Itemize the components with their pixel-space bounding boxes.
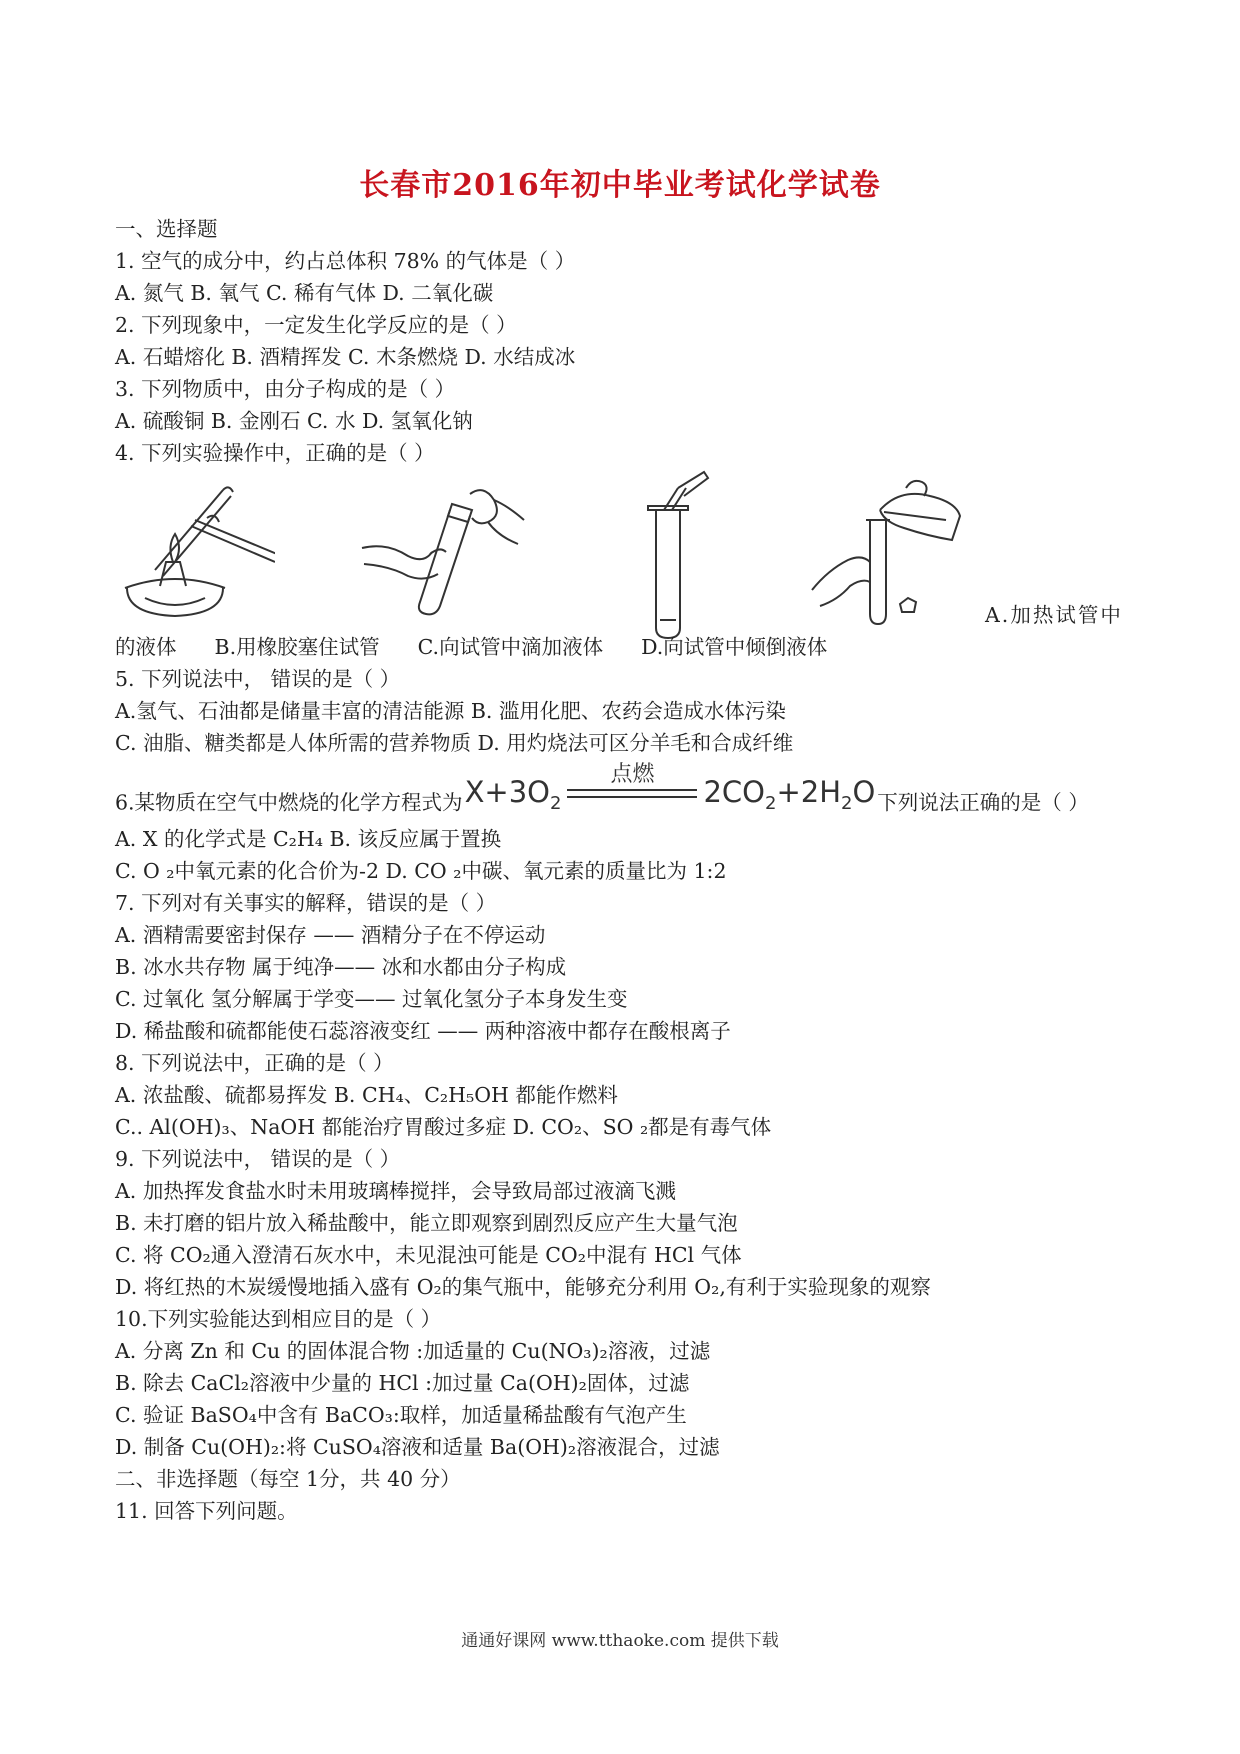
question-1-options: A. 氮气 B. 氧气 C. 稀有气体 D. 二氧化碳 [115, 281, 494, 305]
pouring-liquid-figure [810, 470, 970, 630]
equation-product-co2: 2CO [703, 775, 765, 809]
question-9-option-c: C. 将 CO₂通入澄清石灰水中，未见混浊可能是 CO₂中混有 HCl 气体 [115, 1243, 742, 1267]
question-6-options-ab: A. X 的化学式是 C₂H₄ B. 该反应属于置换 [115, 827, 502, 851]
question-5: 5. 下列说法中， 错误的是（ ） [115, 667, 401, 691]
question-3: 3. 下列物质中，由分子构成的是（ ） [115, 377, 456, 401]
question-8: 8. 下列说法中，正确的是（ ） [115, 1051, 394, 1075]
question-6-prefix: 6.某物质在空气中燃烧的化学方程式为 [115, 790, 463, 815]
question-4-option-a-label: A.加热试管中 [985, 603, 1123, 627]
question-1: 1. 空气的成分中，约占总体积 78% 的气体是（ ） [115, 249, 576, 273]
option-d-caption: D.向试管中倾倒液体 [641, 635, 828, 659]
equation-reactants: X+3O [464, 775, 551, 809]
question-3-options: A. 硫酸铜 B. 金刚石 C. 水 D. 氢氧化钠 [115, 409, 473, 433]
question-4-figures [110, 470, 1130, 640]
question-7: 7. 下列对有关事实的解释，错误的是（ ） [115, 891, 497, 915]
question-9-option-b: B. 未打磨的铝片放入稀盐酸中，能立即观察到剧烈反应产生大量气泡 [115, 1211, 738, 1235]
question-7-option-b: B. 冰水共存物 属于纯净—— 冰和水都由分子构成 [115, 955, 567, 979]
equation-condition-arrow [567, 762, 697, 809]
question-9-option-d: D. 将红热的木炭缓慢地插入盛有 O₂的集气瓶中，能够充分利用 O₂,有利于实验现象的观察 [115, 1275, 931, 1299]
question-2: 2. 下列现象中，一定发生化学反应的是（ ） [115, 313, 517, 337]
dropper-test-tube-figure [620, 470, 730, 640]
question-10-option-b: B. 除去 CaCl₂溶液中少量的 HCl :加过量 Ca(OH)₂固体，过滤 [115, 1371, 690, 1395]
question-11: 11. 回答下列问题。 [115, 1499, 298, 1523]
question-10-option-c: C. 验证 BaSO₄中含有 BaCO₃:取样，加适量稀盐酸有气泡产生 [115, 1403, 687, 1427]
question-10: 10.下列实验能达到相应目的是（ ） [115, 1307, 442, 1331]
question-8-options-ab: A. 浓盐酸、硫都易挥发 B. CH₄、C₂H₅OH 都能作燃料 [115, 1083, 618, 1107]
question-6-options-cd: C. O ₂中氧元素的化合价为-2 D. CO ₂中碳、氧元素的质量比为 1:2 [115, 859, 727, 883]
question-6-suffix: 下列说法正确的是（ ） [877, 790, 1089, 815]
stopper-test-tube-figure [360, 470, 530, 620]
section-choice-heading: 一、选择题 [115, 217, 218, 241]
equation-condition: 点燃 [610, 762, 655, 787]
equation-product-oxygen: O [852, 775, 876, 809]
question-7-option-c: C. 过氧化 氢分解属于学变—— 过氧化氢分子本身发生变 [115, 987, 628, 1011]
page-footer: 通通好课网 www.tthaoke.com 提供下载 [461, 1631, 779, 1651]
question-5-options-cd: C. 油脂、糖类都是人体所需的营养物质 D. 用灼烧法可区分羊毛和合成纤维 [115, 731, 794, 755]
question-4-options [115, 632, 827, 662]
option-b-caption: B.用橡胶塞住试管 [214, 635, 380, 659]
question-9-option-a: A. 加热挥发食盐水时未用玻璃棒搅拌，会导致局部过液滴飞溅 [115, 1179, 676, 1203]
option-c-caption: C.向试管中滴加液体 [417, 635, 604, 659]
option-a-caption: 的液体 [115, 635, 177, 659]
question-7-option-d: D. 稀盐酸和硫都能使石蕊溶液变红 —— 两种溶液中都存在酸根离子 [115, 1019, 731, 1043]
question-10-option-d: D. 制备 Cu(OH)₂:将 CuSO₄溶液和适量 Ba(OH)₂溶液混合，过滤 [115, 1435, 720, 1459]
question-9: 9. 下列说法中， 错误的是（ ） [115, 1147, 401, 1171]
chemical-equation: $X+3O_2$ 点燃 $2CO_2+2H_2O$ [465, 762, 876, 834]
exam-title: 长春市2016年初中毕业考试化学试卷 [359, 168, 881, 203]
question-10-option-a: A. 分离 Zn 和 Cu 的固体混合物 :加适量的 Cu(NO₃)₂溶液，过滤 [115, 1339, 711, 1363]
question-5-options-ab: A.氢气、石油都是储量丰富的清洁能源 B. 滥用化肥、农药会造成水体污染 [115, 699, 786, 723]
heating-test-tube-figure [115, 470, 275, 630]
question-7-option-a: A. 酒精需要密封保存 —— 酒精分子在不停运动 [115, 923, 546, 947]
equation-product-water: +2H [776, 775, 842, 809]
question-4: 4. 下列实验操作中，正确的是（ ） [115, 441, 435, 465]
question-2-options: A. 石蜡熔化 B. 酒精挥发 C. 木条燃烧 D. 水结成冰 [115, 345, 576, 369]
section-non-choice-heading: 二、非选择题（每空 1分，共 40 分） [115, 1467, 461, 1491]
question-8-options-cd: C.. Al(OH)₃、NaOH 都能治疗胃酸过多症 D. CO₂、SO ₂都是有毒气体 [115, 1115, 772, 1139]
question-6 [115, 762, 1089, 828]
